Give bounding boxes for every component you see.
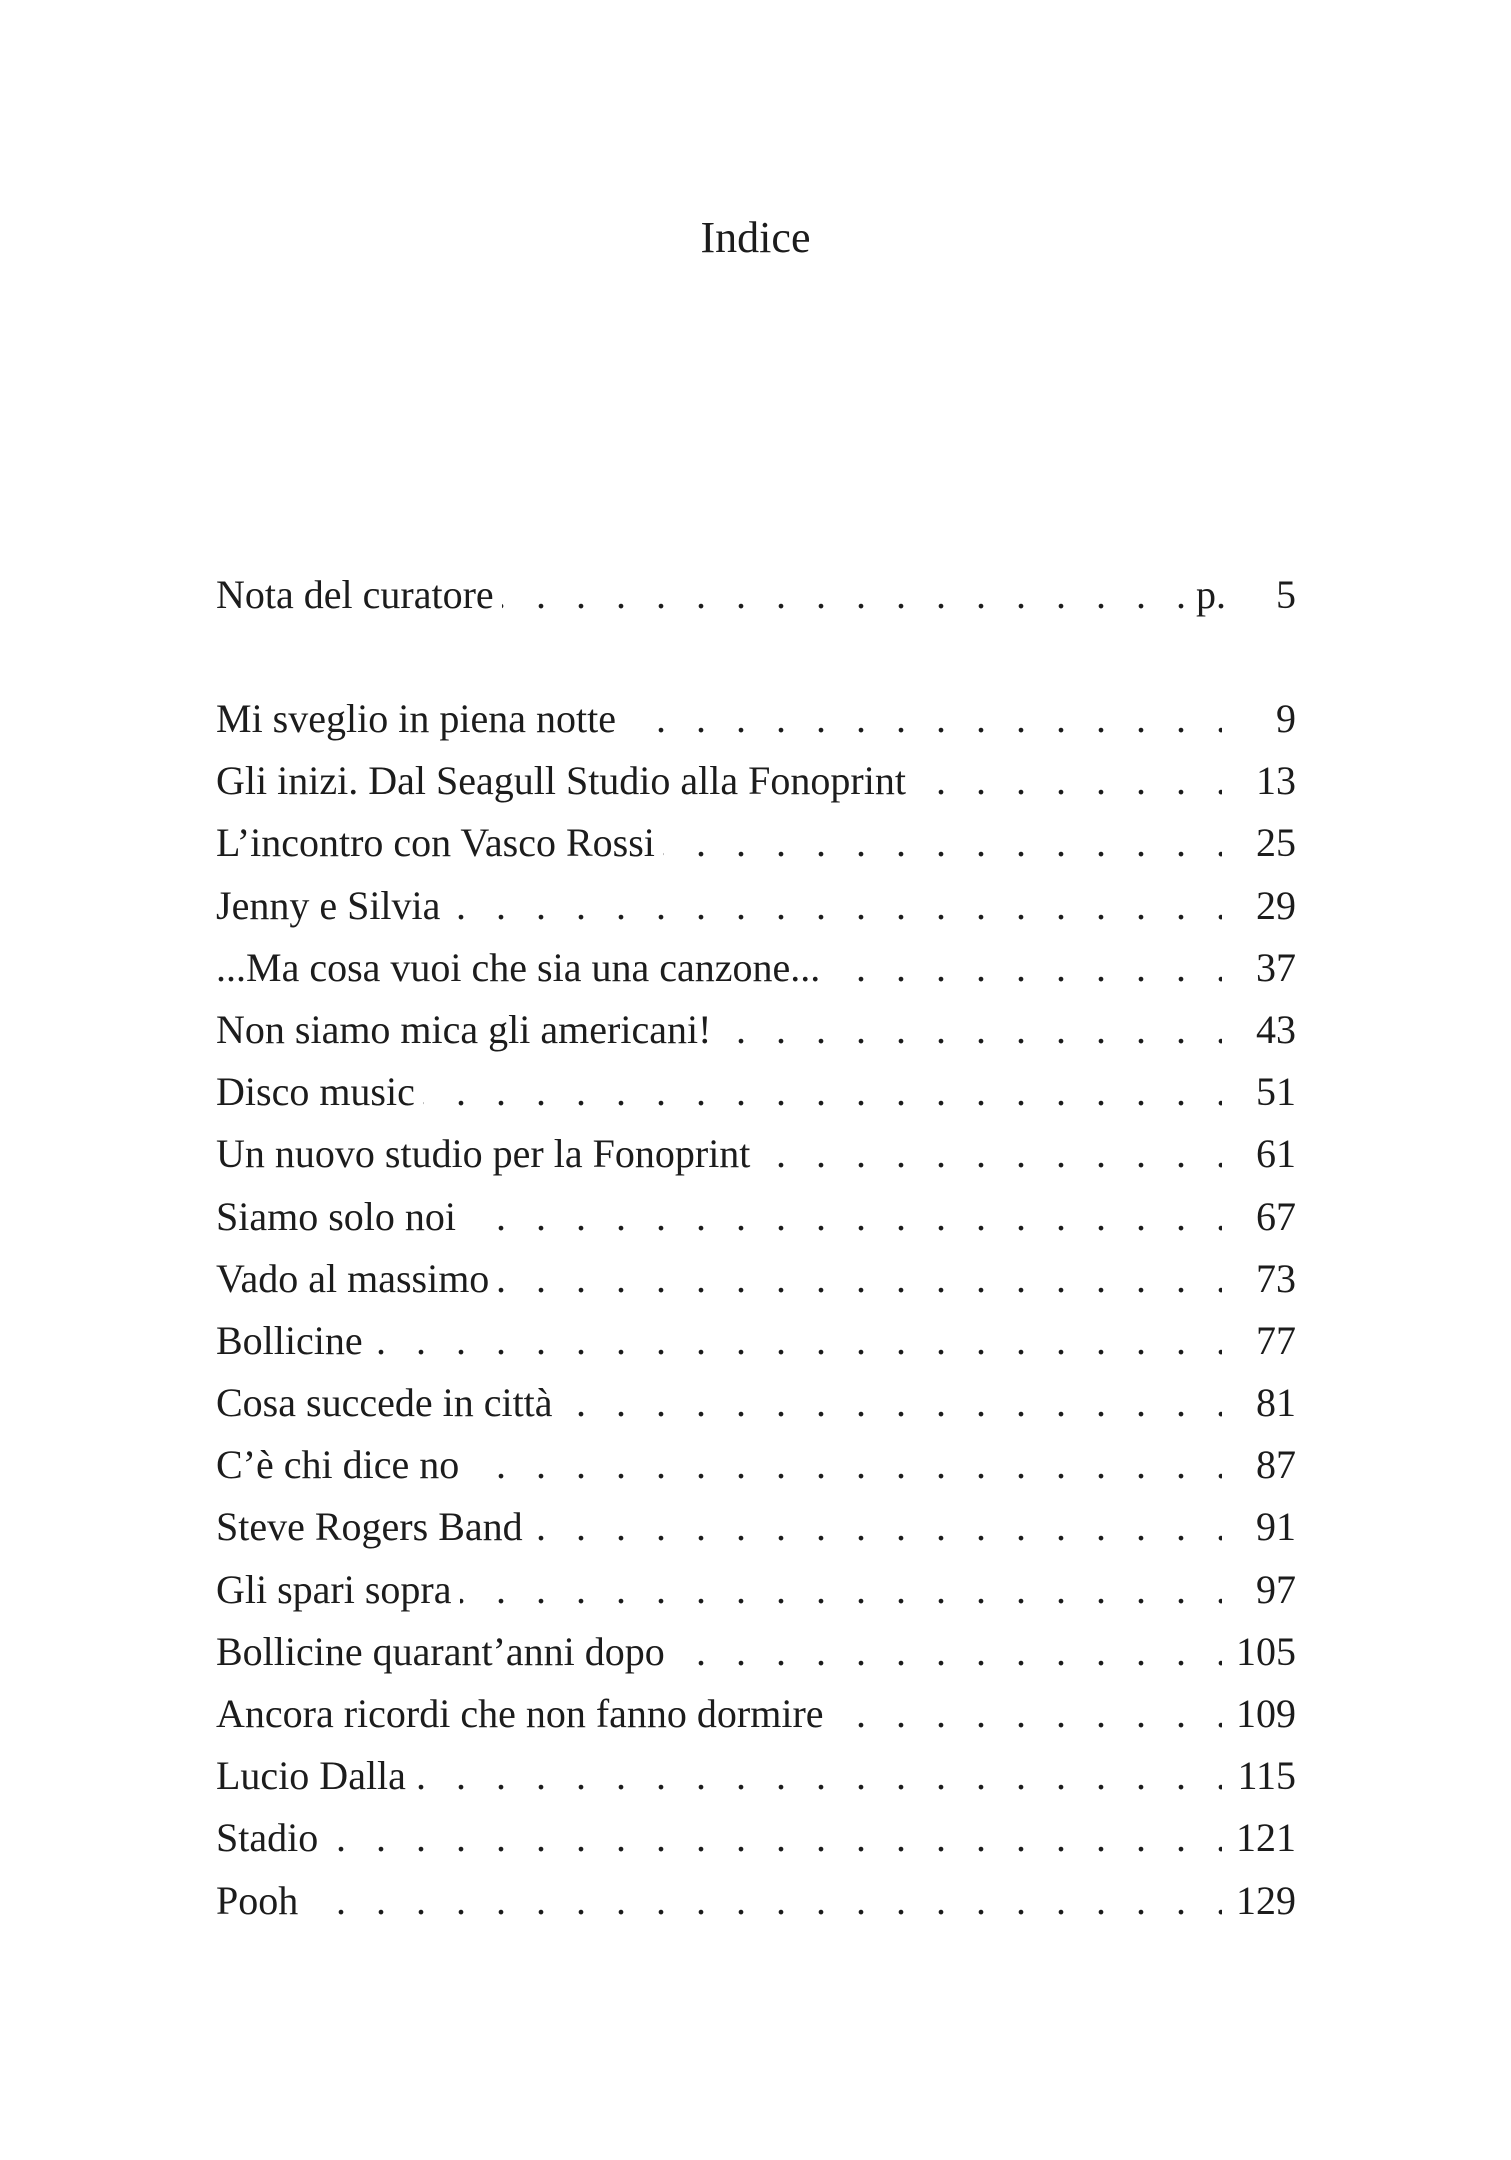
- toc-entry-page: 37: [1222, 937, 1296, 999]
- toc-entry-page: 67: [1222, 1186, 1296, 1248]
- toc-entry[interactable]: [216, 688, 1296, 750]
- toc-entry-page: 5: [1222, 564, 1296, 626]
- toc-entry-title: Lucio Dalla: [216, 1745, 414, 1807]
- toc-entry-page: 87: [1222, 1434, 1296, 1496]
- toc-entry[interactable]: [216, 1870, 1296, 1932]
- toc-entry[interactable]: [216, 1310, 1296, 1372]
- toc-intro: [216, 564, 1296, 626]
- toc-entry[interactable]: [216, 812, 1296, 874]
- toc-entry-title: Mi sveglio in piena notte: [216, 688, 624, 750]
- toc-entry[interactable]: [216, 937, 1296, 999]
- toc-entry-page: 115: [1222, 1745, 1296, 1807]
- toc-entry[interactable]: [216, 1683, 1296, 1745]
- toc-entry-page: 25: [1222, 812, 1296, 874]
- toc-entry[interactable]: [216, 1434, 1296, 1496]
- toc-entry[interactable]: [216, 1372, 1296, 1434]
- dot-leader: [216, 1310, 1296, 1372]
- toc-entry[interactable]: [216, 1248, 1296, 1310]
- toc-entry[interactable]: [216, 999, 1296, 1061]
- toc-entry[interactable]: [216, 1123, 1296, 1185]
- toc-entry[interactable]: [216, 1745, 1296, 1807]
- toc-entry-title: Vado al massimo: [216, 1248, 497, 1310]
- toc-entry-title: Bollicine: [216, 1310, 371, 1372]
- toc-entry[interactable]: [216, 1807, 1296, 1869]
- toc-entry-page: 73: [1222, 1248, 1296, 1310]
- toc-entry[interactable]: [216, 1186, 1296, 1248]
- dot-leader: [216, 1870, 1296, 1932]
- toc-entry-title: Pooh: [216, 1870, 306, 1932]
- toc-entry-page: 91: [1222, 1496, 1296, 1558]
- toc-entry-title: Stadio: [216, 1807, 326, 1869]
- toc-entry-title: Bollicine quarant’anni dopo: [216, 1621, 673, 1683]
- toc-entry-title: Ancora ricordi che non fanno dormire: [216, 1683, 832, 1745]
- toc-entry-page: 13: [1222, 750, 1296, 812]
- toc-entry-page: 29: [1222, 875, 1296, 937]
- toc-entry-title: Steve Rogers Band: [216, 1496, 531, 1558]
- toc-entry-title: L’incontro con Vasco Rossi: [216, 812, 663, 874]
- toc-entry[interactable]: [216, 875, 1296, 937]
- toc-entry-page: 129: [1222, 1870, 1296, 1932]
- toc-entry-title: ...Ma cosa vuoi che sia una canzone...: [216, 937, 828, 999]
- page-prefix: p.: [1186, 564, 1230, 626]
- toc-entry-page: 43: [1222, 999, 1296, 1061]
- toc-entry-title: Nota del curatore: [216, 564, 502, 626]
- toc-entry-page: 61: [1222, 1123, 1296, 1185]
- toc-entry[interactable]: [216, 1496, 1296, 1558]
- dot-leader: [216, 1807, 1296, 1869]
- toc-entry-title: Non siamo mica gli americani!: [216, 999, 719, 1061]
- toc-entry-title: Jenny e Silvia: [216, 875, 448, 937]
- toc-entry-title: Siamo solo noi: [216, 1186, 464, 1248]
- toc-entry-title: Gli spari sopra: [216, 1559, 460, 1621]
- toc-entry[interactable]: [216, 1061, 1296, 1123]
- toc-entry[interactable]: [216, 1559, 1296, 1621]
- toc-entry-page: 81: [1222, 1372, 1296, 1434]
- page-title: Indice: [700, 213, 811, 262]
- toc-entry-page: 9: [1222, 688, 1296, 750]
- toc-entry-page: 105: [1222, 1621, 1296, 1683]
- toc-entry-title: Cosa succede in città: [216, 1372, 561, 1434]
- toc-entry-page: 109: [1222, 1683, 1296, 1745]
- toc-entry-page: 51: [1222, 1061, 1296, 1123]
- toc-entry[interactable]: [216, 1621, 1296, 1683]
- toc-entry-title: Un nuovo studio per la Fonoprint: [216, 1123, 758, 1185]
- toc-entry-title: C’è chi dice no: [216, 1434, 467, 1496]
- toc-entry[interactable]: [216, 564, 1296, 626]
- toc-entry-page: 121: [1222, 1807, 1296, 1869]
- toc-entry-title: Disco music: [216, 1061, 423, 1123]
- toc-entry-title: Gli inizi. Dal Seagull Studio alla Fonoprint: [216, 750, 914, 812]
- toc-entry[interactable]: [216, 750, 1296, 812]
- toc-entry-page: 97: [1222, 1559, 1296, 1621]
- toc-entry-page: 77: [1222, 1310, 1296, 1372]
- toc-list: [216, 688, 1296, 1932]
